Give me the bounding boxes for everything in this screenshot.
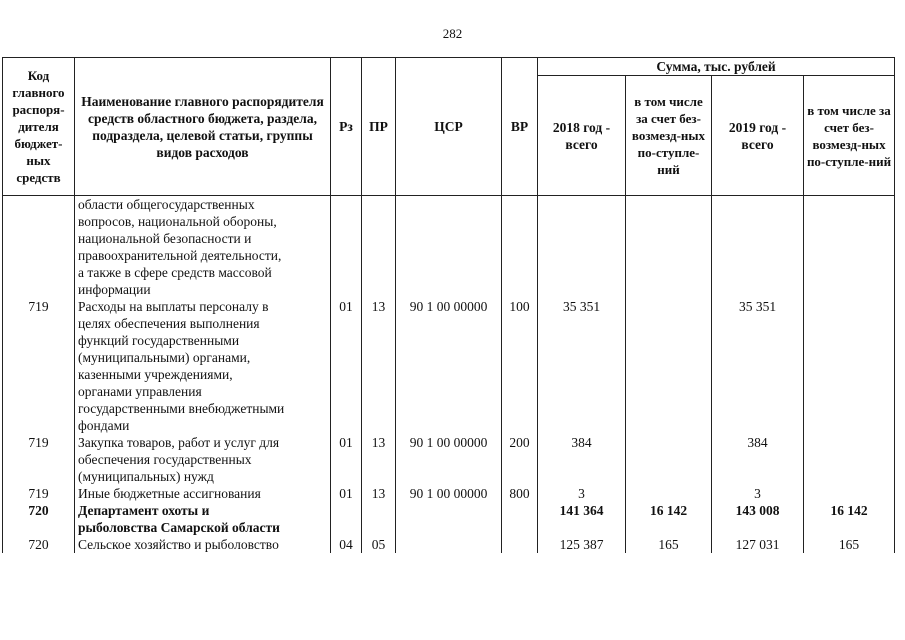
row-csr — [396, 536, 502, 553]
row-rz — [331, 502, 362, 536]
row-rz: 01 — [331, 485, 362, 502]
row-code: 719 — [3, 434, 75, 485]
row-2019-incl: 16 142 — [804, 502, 895, 536]
row-rz — [331, 196, 362, 299]
row-2019-incl — [804, 196, 895, 299]
row-2019-incl — [804, 434, 895, 485]
row-2019-total — [712, 196, 804, 299]
row-code: 720 — [3, 536, 75, 553]
row-2019-total: 384 — [712, 434, 804, 485]
row-pr: 13 — [362, 434, 396, 485]
row-csr: 90 1 00 00000 — [396, 298, 502, 434]
row-2019-incl — [804, 485, 895, 502]
budget-table — [2, 57, 895, 553]
row-rz: 04 — [331, 536, 362, 553]
row-pr: 13 — [362, 298, 396, 434]
row-name: Сельское хозяйство и рыболовство — [75, 536, 331, 553]
table-row — [3, 536, 895, 553]
row-2018-total: 3 — [538, 485, 626, 502]
row-vr — [502, 196, 538, 299]
row-2018-incl — [626, 196, 712, 299]
table-row — [3, 502, 895, 536]
table-row — [3, 298, 895, 434]
row-name: Департамент охоты и рыболовства Самарской области — [75, 502, 331, 536]
header-2018-total: 2018 год - всего — [538, 76, 626, 196]
header-pr: ПР — [362, 58, 396, 196]
row-csr: 90 1 00 00000 — [396, 434, 502, 485]
row-rz: 01 — [331, 434, 362, 485]
header-sum: Сумма, тыс. рублей — [538, 58, 895, 76]
row-2018-total: 125 387 — [538, 536, 626, 553]
row-2019-incl: 165 — [804, 536, 895, 553]
row-2018-total: 141 364 — [538, 502, 626, 536]
table-body — [3, 196, 895, 554]
header-rz: Рз — [331, 58, 362, 196]
row-2019-total: 3 — [712, 485, 804, 502]
row-vr: 100 — [502, 298, 538, 434]
row-csr: 90 1 00 00000 — [396, 485, 502, 502]
header-csr: ЦСР — [396, 58, 502, 196]
row-name: Иные бюджетные ассигнования — [75, 485, 331, 502]
row-name: области общегосударственных вопросов, национальной обороны, национальной безопасности и правоохранительной деятельности, а также в сфере средств массовой информации — [75, 196, 331, 299]
row-vr: 200 — [502, 434, 538, 485]
row-csr — [396, 196, 502, 299]
row-2019-total: 143 008 — [712, 502, 804, 536]
row-2018-incl — [626, 434, 712, 485]
row-2018-total: 35 351 — [538, 298, 626, 434]
row-code: 720 — [3, 502, 75, 536]
page-number: 282 — [442, 26, 463, 41]
row-2018-incl: 165 — [626, 536, 712, 553]
table-row — [3, 196, 895, 299]
row-pr: 05 — [362, 536, 396, 553]
table-row — [3, 434, 895, 485]
row-rz: 01 — [331, 298, 362, 434]
row-pr — [362, 196, 396, 299]
row-vr — [502, 502, 538, 536]
header-2019-total: 2019 год - всего — [712, 76, 804, 196]
table-header — [3, 58, 895, 196]
row-2018-total: 384 — [538, 434, 626, 485]
row-pr: 13 — [362, 485, 396, 502]
row-pr — [362, 502, 396, 536]
header-2019-incl: в том числе за счет без-возмезд-ных по-ступле-ний — [804, 76, 895, 196]
row-2019-incl — [804, 298, 895, 434]
header-2018-incl: в том числе за счет без-возмезд-ных по-ступле-ний — [626, 76, 712, 196]
row-2019-total: 127 031 — [712, 536, 804, 553]
row-csr — [396, 502, 502, 536]
table-row — [3, 485, 895, 502]
header-name: Наименование главного распорядителя средств областного бюджета, раздела, подраздела, целевой статьи, группы видов расходов — [75, 58, 331, 196]
row-name: Закупка товаров, работ и услуг для обеспечения государственных (муниципальных) нужд — [75, 434, 331, 485]
row-2019-total: 35 351 — [712, 298, 804, 434]
row-2018-incl: 16 142 — [626, 502, 712, 536]
row-vr — [502, 536, 538, 553]
header-vr: ВР — [502, 58, 538, 196]
row-2018-incl — [626, 298, 712, 434]
row-2018-total — [538, 196, 626, 299]
row-vr: 800 — [502, 485, 538, 502]
header-code: Код главного распоря-дителя бюджет-ных средств — [3, 58, 75, 196]
row-code: 719 — [3, 485, 75, 502]
row-code: 719 — [3, 298, 75, 434]
row-name: Расходы на выплаты персоналу в целях обеспечения выполнения функций государственными (муниципальными) органами, казенными учреждениями, органами управления государственными внебюджетными фондами — [75, 298, 331, 434]
row-code — [3, 196, 75, 299]
row-2018-incl — [626, 485, 712, 502]
